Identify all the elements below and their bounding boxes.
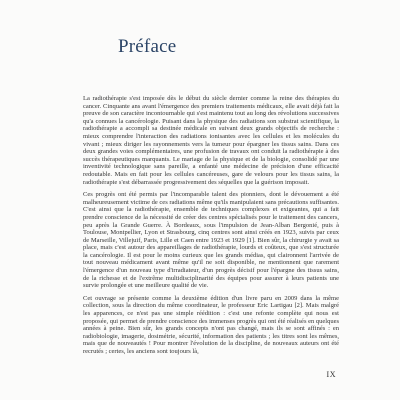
body-text	[83, 95, 339, 361]
page-title: Préface	[118, 36, 177, 57]
page-number: IX	[326, 370, 336, 379]
paragraph: Cet ouvrage se présente comme la deuxième édition d'un livre paru en 2009 dans la même collection, sous la direction du même coordinateur, le professeur Eric Lartigau [2]. Mais malgré les apparences, ce n'est pas une simple réédition : c'est une refonte complète qui nous est proposée, qui permet de prendre conscience des immenses progrès qui ont été réalisés en quelques années à peine. Bien sûr, les grands concepts n'ont pas changé, mais ils se sont affinés : en radiobiologie, imagerie, dosimétrie, sécurité, information des patients ; les titres sont les mêmes, mais que de nouveautés ! Pour montrer l'évolution de la discipline, de nouveaux auteurs ont été recrutés ; certes, les anciens sont toujours là,	[83, 294, 339, 355]
paragraph: Ces progrès ont été permis par l'incomparable talent des pionniers, dont le dévouement a été malheureusement victime de ces radiations même qu'ils manipulaient sans précautions suffisantes. C'est ainsi que la radiothérapie, ensemble de techniques complexes et exigeantes, qui a fait prendre conscience de la nécessité de créer des centres spécialisés pour le traitement des cancers, peu après la Grande Guerre. À Bordeaux, sous l'impulsion de Jean-Alban Bergonié, puis à Toulouse, Montpellier, Lyon et Strasbourg, cinq centres sont ainsi créés en 1923, suivis par ceux de Marseille, Villejuif, Paris, Lille et Caen entre 1923 et 1929 [1]. Bien sûr, la chirurgie y avait sa place, mais c'est autour des appareillages de radiothérapie, lourds et coûteux, que s'est structurée la cancérologie. Il est pour le moins curieux que les grands médias, qui claironnent l'arrivée de tout nouveau médicament avant même qu'il ne soit disponible, ne mentionnent que rarement l'émergence d'un nouveau type d'irradiateur, d'un progrès décisif pour l'épargne des tissus sains, de la richesse et de l'extrême multidisciplinarité des équipes pour assurer à leurs patients une survie prolongée et une meilleure qualité de vie.	[83, 191, 339, 290]
paragraph: La radiothérapie s'est imposée dès le début du siècle dernier comme la reine des thérapies du cancer. Cinquante ans avant l'émergence des premiers traitements médicaux, elle avait déjà fait la preuve de son caractère incontournable qui s'est maintenu tout au long des révolutions successives qu'a connues la cancérologie. Puisant dans la physique des radiations son substrat scientifique, la radiothérapie a accompli sa destinée médicale en suivant deux grands objectifs de recherche : mieux comprendre l'interaction des radiations ionisantes avec les cellules et les molécules du vivant ; mieux diriger les rayonnements vers la tumeur pour épargner les tissus sains. Dans ces deux grandes voies complémentaires, une profusion de travaux ont conduit la radiothérapie à des succès thérapeutiques marquants. Le mariage de la physique et de la biologie, consolidé par une inventivité technologique sans pareille, a enfanté une médecine de précision d'une efficacité redoutable. Mais en fait pour les cellules cancéreuses, gare de velours pour les tissus sains, la radiothérapie s'est débarrassée progressivement des séquelles que la guérison imposait.	[83, 95, 339, 186]
